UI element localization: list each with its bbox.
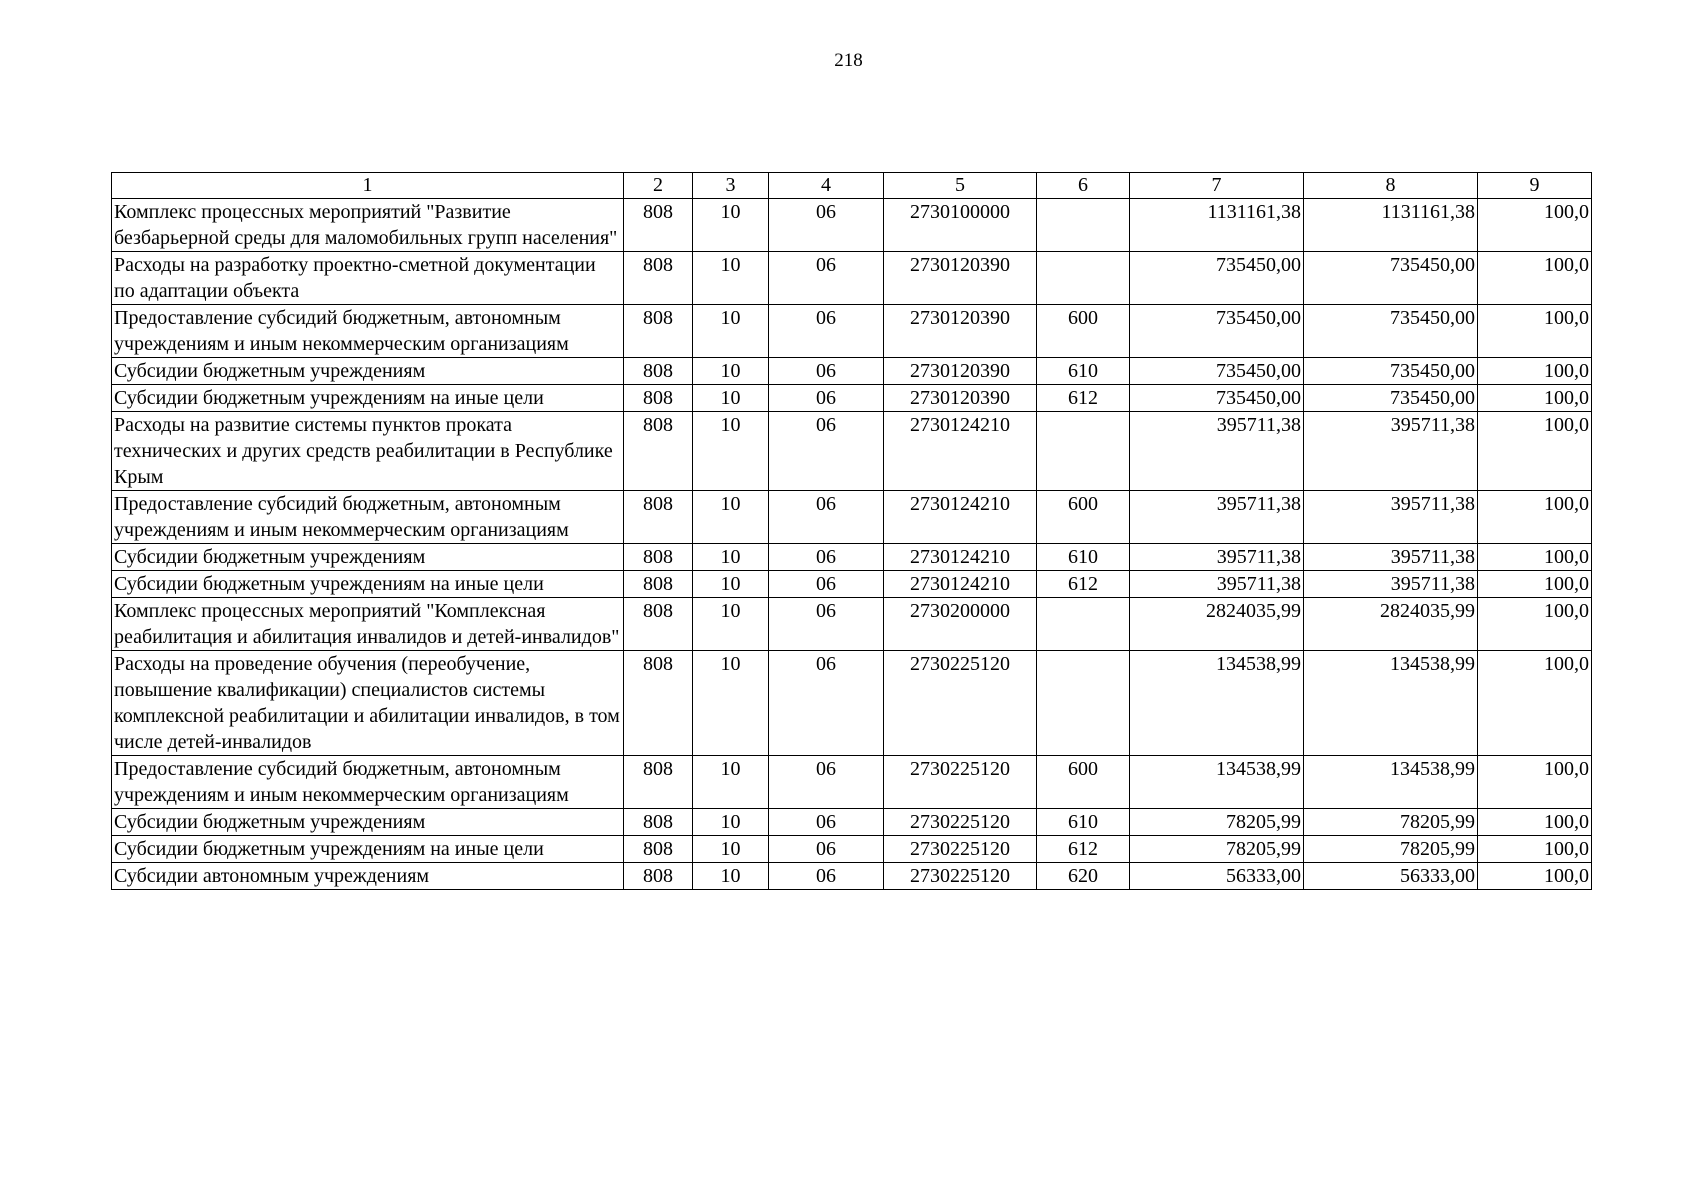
section-code-cell: 10 bbox=[693, 491, 769, 544]
execution-percent-cell: 100,0 bbox=[1478, 756, 1592, 809]
ministry-code-cell: 808 bbox=[624, 544, 693, 571]
expense-type-cell bbox=[1037, 412, 1130, 491]
subsection-code-cell: 06 bbox=[769, 412, 884, 491]
executed-amount-cell: 735450,00 bbox=[1304, 385, 1478, 412]
subsection-code-cell: 06 bbox=[769, 651, 884, 756]
target-article-cell: 2730225120 bbox=[884, 863, 1037, 890]
table-row bbox=[112, 385, 1592, 412]
section-code-cell: 10 bbox=[693, 305, 769, 358]
section-code-cell: 10 bbox=[693, 809, 769, 836]
approved-amount-cell: 735450,00 bbox=[1130, 385, 1304, 412]
section-code-cell: 10 bbox=[693, 252, 769, 305]
table-row bbox=[112, 809, 1592, 836]
approved-amount-cell: 735450,00 bbox=[1130, 358, 1304, 385]
table-row bbox=[112, 305, 1592, 358]
executed-amount-cell: 395711,38 bbox=[1304, 571, 1478, 598]
approved-amount-cell: 395711,38 bbox=[1130, 571, 1304, 598]
ministry-code-cell: 808 bbox=[624, 305, 693, 358]
execution-percent-cell: 100,0 bbox=[1478, 491, 1592, 544]
table-row bbox=[112, 412, 1592, 491]
expense-type-cell: 610 bbox=[1037, 358, 1130, 385]
subsection-code-cell: 06 bbox=[769, 491, 884, 544]
approved-amount-cell: 78205,99 bbox=[1130, 836, 1304, 863]
table-row bbox=[112, 199, 1592, 252]
section-code-cell: 10 bbox=[693, 571, 769, 598]
table-row bbox=[112, 491, 1592, 544]
execution-percent-cell: 100,0 bbox=[1478, 544, 1592, 571]
expense-type-cell: 620 bbox=[1037, 863, 1130, 890]
table-row bbox=[112, 863, 1592, 890]
header-row bbox=[112, 173, 1592, 199]
expense-type-cell: 612 bbox=[1037, 571, 1130, 598]
row-name-cell: Предоставление субсидий бюджетным, автономным учреждениям и иным некоммерческим организациям bbox=[112, 491, 624, 544]
expense-type-cell: 610 bbox=[1037, 809, 1130, 836]
ministry-code-cell: 808 bbox=[624, 863, 693, 890]
expense-type-cell: 600 bbox=[1037, 305, 1130, 358]
executed-amount-cell: 2824035,99 bbox=[1304, 598, 1478, 651]
expense-type-cell bbox=[1037, 199, 1130, 252]
approved-amount-cell: 134538,99 bbox=[1130, 756, 1304, 809]
subsection-code-cell: 06 bbox=[769, 809, 884, 836]
execution-percent-cell: 100,0 bbox=[1478, 598, 1592, 651]
execution-percent-cell: 100,0 bbox=[1478, 836, 1592, 863]
execution-percent-cell: 100,0 bbox=[1478, 358, 1592, 385]
column-header: 6 bbox=[1037, 173, 1130, 199]
expense-type-cell: 600 bbox=[1037, 756, 1130, 809]
subsection-code-cell: 06 bbox=[769, 544, 884, 571]
subsection-code-cell: 06 bbox=[769, 385, 884, 412]
subsection-code-cell: 06 bbox=[769, 358, 884, 385]
row-name-cell: Предоставление субсидий бюджетным, автономным учреждениям и иным некоммерческим организациям bbox=[112, 756, 624, 809]
executed-amount-cell: 78205,99 bbox=[1304, 809, 1478, 836]
execution-percent-cell: 100,0 bbox=[1478, 305, 1592, 358]
target-article-cell: 2730120390 bbox=[884, 385, 1037, 412]
approved-amount-cell: 78205,99 bbox=[1130, 809, 1304, 836]
budget-table bbox=[111, 172, 1592, 890]
table-row bbox=[112, 358, 1592, 385]
target-article-cell: 2730120390 bbox=[884, 358, 1037, 385]
approved-amount-cell: 735450,00 bbox=[1130, 305, 1304, 358]
subsection-code-cell: 06 bbox=[769, 598, 884, 651]
section-code-cell: 10 bbox=[693, 199, 769, 252]
section-code-cell: 10 bbox=[693, 863, 769, 890]
ministry-code-cell: 808 bbox=[624, 385, 693, 412]
row-name-cell: Субсидии автономным учреждениям bbox=[112, 863, 624, 890]
expense-type-cell bbox=[1037, 651, 1130, 756]
column-header: 2 bbox=[624, 173, 693, 199]
expense-type-cell: 612 bbox=[1037, 836, 1130, 863]
row-name-cell: Субсидии бюджетным учреждениям на иные цели bbox=[112, 836, 624, 863]
subsection-code-cell: 06 bbox=[769, 305, 884, 358]
row-name-cell: Субсидии бюджетным учреждениям на иные цели bbox=[112, 385, 624, 412]
target-article-cell: 2730124210 bbox=[884, 571, 1037, 598]
execution-percent-cell: 100,0 bbox=[1478, 863, 1592, 890]
row-name-cell: Предоставление субсидий бюджетным, автономным учреждениям и иным некоммерческим организациям bbox=[112, 305, 624, 358]
table-row bbox=[112, 252, 1592, 305]
subsection-code-cell: 06 bbox=[769, 571, 884, 598]
section-code-cell: 10 bbox=[693, 836, 769, 863]
subsection-code-cell: 06 bbox=[769, 836, 884, 863]
executed-amount-cell: 78205,99 bbox=[1304, 836, 1478, 863]
executed-amount-cell: 395711,38 bbox=[1304, 412, 1478, 491]
execution-percent-cell: 100,0 bbox=[1478, 651, 1592, 756]
ministry-code-cell: 808 bbox=[624, 571, 693, 598]
expense-type-cell bbox=[1037, 252, 1130, 305]
target-article-cell: 2730225120 bbox=[884, 809, 1037, 836]
column-header: 4 bbox=[769, 173, 884, 199]
section-code-cell: 10 bbox=[693, 544, 769, 571]
executed-amount-cell: 395711,38 bbox=[1304, 491, 1478, 544]
executed-amount-cell: 134538,99 bbox=[1304, 756, 1478, 809]
expense-type-cell: 610 bbox=[1037, 544, 1130, 571]
execution-percent-cell: 100,0 bbox=[1478, 412, 1592, 491]
approved-amount-cell: 2824035,99 bbox=[1130, 598, 1304, 651]
target-article-cell: 2730124210 bbox=[884, 491, 1037, 544]
target-article-cell: 2730225120 bbox=[884, 651, 1037, 756]
section-code-cell: 10 bbox=[693, 412, 769, 491]
execution-percent-cell: 100,0 bbox=[1478, 252, 1592, 305]
row-name-cell: Расходы на разработку проектно-сметной документации по адаптации объекта bbox=[112, 252, 624, 305]
subsection-code-cell: 06 bbox=[769, 199, 884, 252]
ministry-code-cell: 808 bbox=[624, 598, 693, 651]
execution-percent-cell: 100,0 bbox=[1478, 571, 1592, 598]
approved-amount-cell: 1131161,38 bbox=[1130, 199, 1304, 252]
target-article-cell: 2730200000 bbox=[884, 598, 1037, 651]
section-code-cell: 10 bbox=[693, 651, 769, 756]
row-name-cell: Субсидии бюджетным учреждениям на иные цели bbox=[112, 571, 624, 598]
ministry-code-cell: 808 bbox=[624, 358, 693, 385]
executed-amount-cell: 56333,00 bbox=[1304, 863, 1478, 890]
target-article-cell: 2730124210 bbox=[884, 544, 1037, 571]
section-code-cell: 10 bbox=[693, 358, 769, 385]
row-name-cell: Субсидии бюджетным учреждениям bbox=[112, 809, 624, 836]
row-name-cell: Субсидии бюджетным учреждениям bbox=[112, 358, 624, 385]
executed-amount-cell: 134538,99 bbox=[1304, 651, 1478, 756]
ministry-code-cell: 808 bbox=[624, 491, 693, 544]
ministry-code-cell: 808 bbox=[624, 199, 693, 252]
approved-amount-cell: 134538,99 bbox=[1130, 651, 1304, 756]
approved-amount-cell: 735450,00 bbox=[1130, 252, 1304, 305]
approved-amount-cell: 395711,38 bbox=[1130, 412, 1304, 491]
target-article-cell: 2730120390 bbox=[884, 252, 1037, 305]
executed-amount-cell: 1131161,38 bbox=[1304, 199, 1478, 252]
column-header: 7 bbox=[1130, 173, 1304, 199]
ministry-code-cell: 808 bbox=[624, 252, 693, 305]
table-row bbox=[112, 756, 1592, 809]
table-body bbox=[112, 199, 1592, 890]
target-article-cell: 2730100000 bbox=[884, 199, 1037, 252]
executed-amount-cell: 735450,00 bbox=[1304, 252, 1478, 305]
expense-type-cell: 600 bbox=[1037, 491, 1130, 544]
ministry-code-cell: 808 bbox=[624, 651, 693, 756]
column-header: 8 bbox=[1304, 173, 1478, 199]
subsection-code-cell: 06 bbox=[769, 756, 884, 809]
table-row bbox=[112, 651, 1592, 756]
section-code-cell: 10 bbox=[693, 756, 769, 809]
ministry-code-cell: 808 bbox=[624, 756, 693, 809]
approved-amount-cell: 395711,38 bbox=[1130, 544, 1304, 571]
approved-amount-cell: 56333,00 bbox=[1130, 863, 1304, 890]
target-article-cell: 2730120390 bbox=[884, 305, 1037, 358]
table-row bbox=[112, 544, 1592, 571]
executed-amount-cell: 735450,00 bbox=[1304, 358, 1478, 385]
executed-amount-cell: 395711,38 bbox=[1304, 544, 1478, 571]
expense-type-cell: 612 bbox=[1037, 385, 1130, 412]
section-code-cell: 10 bbox=[693, 385, 769, 412]
table-row bbox=[112, 836, 1592, 863]
executed-amount-cell: 735450,00 bbox=[1304, 305, 1478, 358]
execution-percent-cell: 100,0 bbox=[1478, 809, 1592, 836]
target-article-cell: 2730225120 bbox=[884, 836, 1037, 863]
ministry-code-cell: 808 bbox=[624, 836, 693, 863]
section-code-cell: 10 bbox=[693, 598, 769, 651]
table-row bbox=[112, 571, 1592, 598]
column-header: 3 bbox=[693, 173, 769, 199]
page-number: 218 bbox=[834, 50, 863, 71]
row-name-cell: Комплекс процессных мероприятий "Развитие безбарьерной среды для маломобильных групп населения" bbox=[112, 199, 624, 252]
subsection-code-cell: 06 bbox=[769, 252, 884, 305]
row-name-cell: Расходы на проведение обучения (переобучение, повышение квалификации) специалистов системы комплексной реабилитации и абилитации инвалидов, в том числе детей-инвалидов bbox=[112, 651, 624, 756]
row-name-cell: Субсидии бюджетным учреждениям bbox=[112, 544, 624, 571]
approved-amount-cell: 395711,38 bbox=[1130, 491, 1304, 544]
execution-percent-cell: 100,0 bbox=[1478, 199, 1592, 252]
column-header: 1 bbox=[112, 173, 624, 199]
execution-percent-cell: 100,0 bbox=[1478, 385, 1592, 412]
table-row bbox=[112, 598, 1592, 651]
subsection-code-cell: 06 bbox=[769, 863, 884, 890]
column-header: 9 bbox=[1478, 173, 1592, 199]
row-name-cell: Расходы на развитие системы пунктов проката технических и других средств реабилитации в Республике Крым bbox=[112, 412, 624, 491]
row-name-cell: Комплекс процессных мероприятий "Комплексная реабилитация и абилитация инвалидов и детей-инвалидов" bbox=[112, 598, 624, 651]
target-article-cell: 2730124210 bbox=[884, 412, 1037, 491]
target-article-cell: 2730225120 bbox=[884, 756, 1037, 809]
column-header: 5 bbox=[884, 173, 1037, 199]
expense-type-cell bbox=[1037, 598, 1130, 651]
ministry-code-cell: 808 bbox=[624, 412, 693, 491]
ministry-code-cell: 808 bbox=[624, 809, 693, 836]
